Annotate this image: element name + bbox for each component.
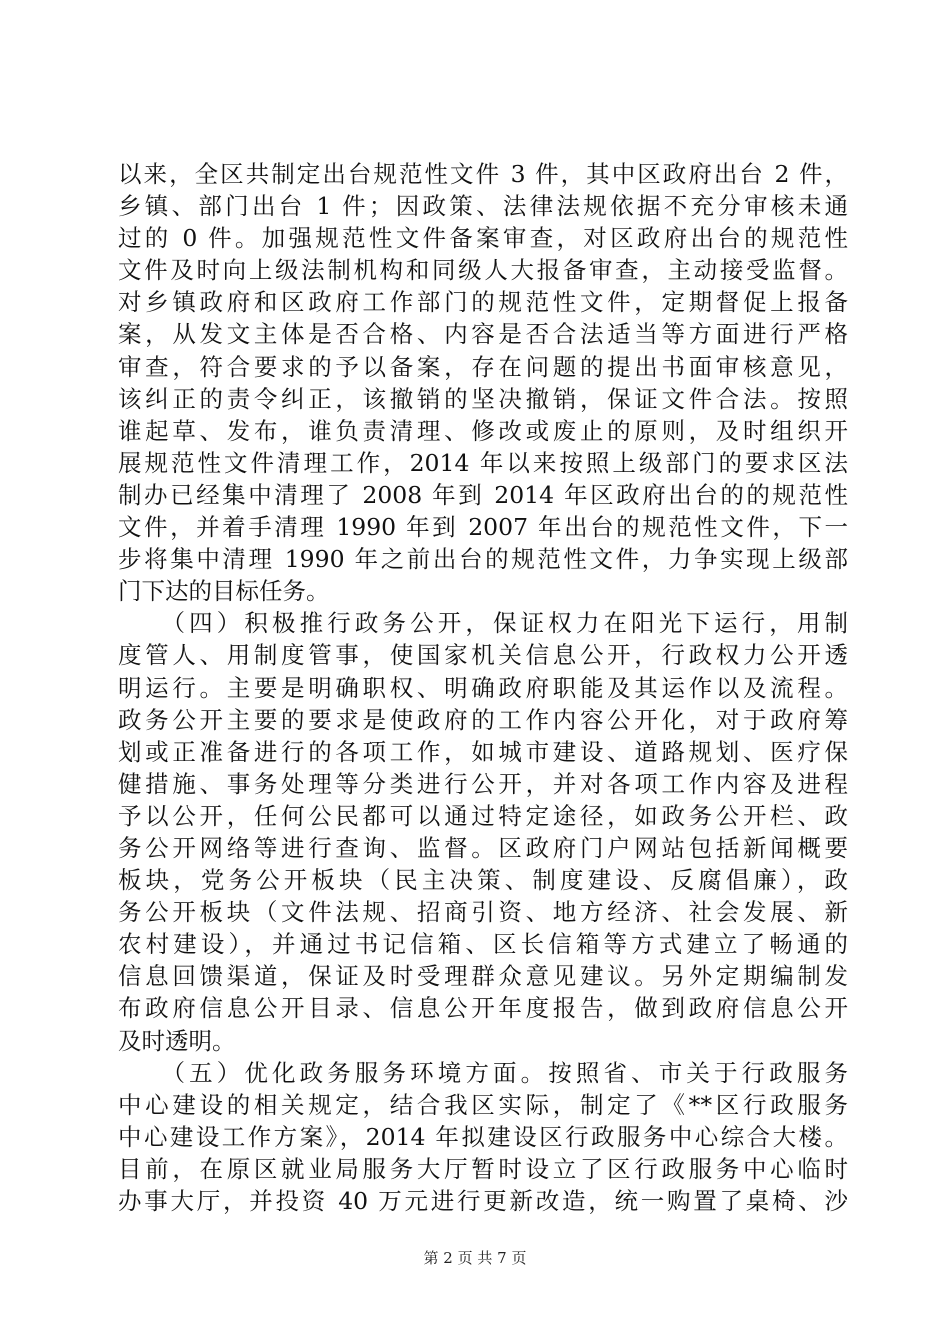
text-line: 步将集中清理 1990 年之前出台的规范性文件，力争实现上级部 xyxy=(118,545,848,574)
text-line: 板块，党务公开板块（民主决策、制度建设、反腐倡廉），政 xyxy=(118,866,848,895)
text-line: 政务公开主要的要求是使政府的工作内容公开化，对于政府筹 xyxy=(118,705,848,734)
text-line: 农村建设），并通过书记信箱、区长信箱等方式建立了畅通的 xyxy=(118,930,848,959)
text-line: 明运行。主要是明确职权、明确政府职能及其运作以及流程。 xyxy=(118,673,848,702)
body-text xyxy=(118,158,848,1217)
text-line: 对乡镇政府和区政府工作部门的规范性文件，定期督促上报备 xyxy=(118,288,848,317)
text-line: 过的 0 件。加强规范性文件备案审查，对区政府出台的规范性 xyxy=(118,224,848,253)
text-line: 度管人、用制度管事，使国家机关信息公开，行政权力公开透 xyxy=(118,641,848,670)
text-line: 审查，符合要求的予以备案，存在问题的提出书面审核意见， xyxy=(118,352,848,381)
text-line: 门下达的目标任务。 xyxy=(118,577,330,606)
page-footer: 第 2 页 共 7 页 xyxy=(423,1249,527,1267)
text-line: 展规范性文件清理工作，2014 年以来按照上级部门的要求区法 xyxy=(118,448,848,477)
text-line: 办事大厅，并投资 40 万元进行更新改造，统一购置了桌椅、沙 xyxy=(118,1187,848,1215)
text-line: 中心建设的相关规定，结合我区实际，制定了《**区行政服务 xyxy=(118,1090,848,1119)
text-line: 谁起草、发布，谁负责清理、修改或废止的原则，及时组织开 xyxy=(118,416,848,445)
text-line: 案，从发文主体是否合格、内容是否合法适当等方面进行严格 xyxy=(118,320,848,349)
text-line: 健措施、事务处理等分类进行公开，并对各项工作内容及进程 xyxy=(118,769,848,798)
text-line: 务公开板块（文件法规、招商引资、地方经济、社会发展、新 xyxy=(118,898,848,927)
text-line: 中心建设工作方案》，2014 年拟建设区行政服务中心综合大楼。 xyxy=(118,1122,848,1151)
text-line: 予以公开，任何公民都可以通过特定途径，如政务公开栏、政 xyxy=(118,801,848,830)
text-line: 目前，在原区就业局服务大厅暂时设立了区行政服务中心临时 xyxy=(118,1154,848,1183)
text-line: 文件，并着手清理 1990 年到 2007 年出台的规范性文件，下一 xyxy=(118,513,848,542)
text-line: 及时透明。 xyxy=(118,1026,236,1055)
text-line: 该纠正的责令纠正，该撤销的坚决撤销，保证文件合法。按照 xyxy=(118,384,848,413)
text-line: （五）优化政务服务环境方面。按照省、市关于行政服务 xyxy=(118,1058,848,1087)
text-line: 制办已经集中清理了 2008 年到 2014 年区政府出台的的规范性 xyxy=(118,480,848,509)
text-line: 布政府信息公开目录、信息公开年度报告，做到政府信息公开 xyxy=(118,994,848,1023)
text-line: 乡镇、部门出台 1 件；因政策、法律法规依据不充分审核未通 xyxy=(118,192,848,221)
text-line: 务公开网络等进行查询、监督。区政府门户网站包括新闻概要 xyxy=(118,833,848,862)
text-line: 信息回馈渠道，保证及时受理群众意见建议。另外定期编制发 xyxy=(118,962,848,991)
text-line: （四）积极推行政务公开，保证权力在阳光下运行，用制 xyxy=(118,609,848,638)
text-line: 文件及时向上级法制机构和同级人大报备审查，主动接受监督。 xyxy=(118,256,848,285)
text-line: 划或正准备进行的各项工作，如城市建设、道路规划、医疗保 xyxy=(118,737,848,766)
text-line: 以来，全区共制定出台规范性文件 3 件，其中区政府出台 2 件， xyxy=(118,160,848,188)
